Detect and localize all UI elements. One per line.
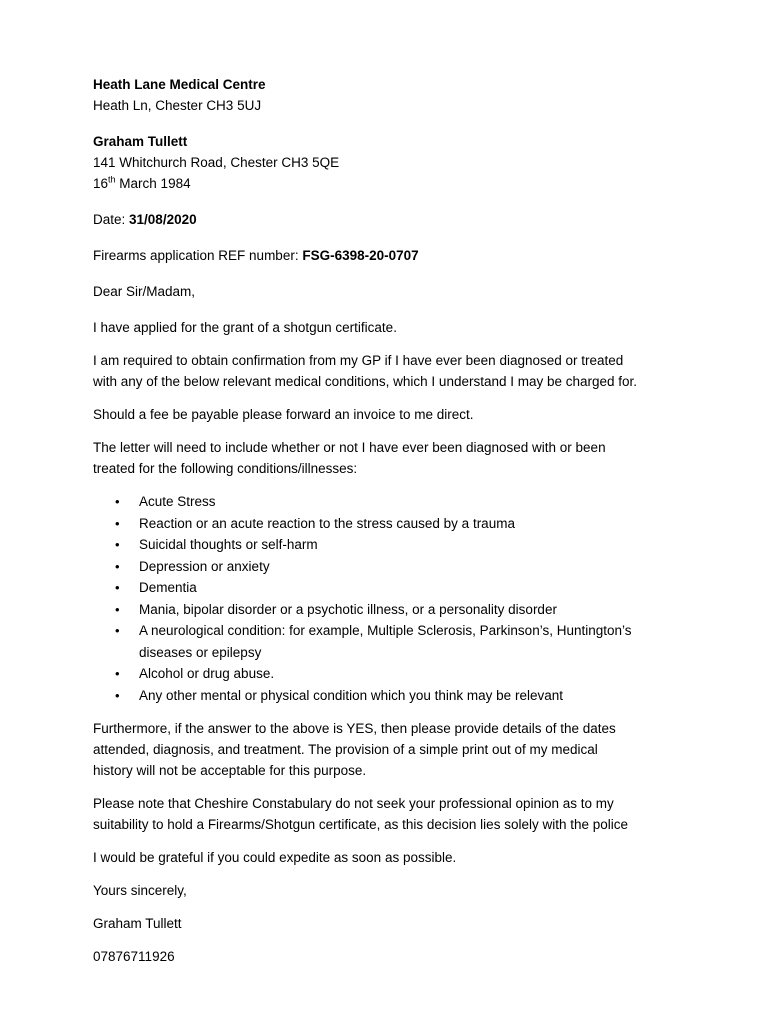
applicant-address: 141 Whitchurch Road, Chester CH3 5QE <box>93 155 340 170</box>
salutation: Dear Sir/Madam, <box>93 284 196 299</box>
paragraph-2-line-2: with any of the below relevant medical conditions, which I understand I may be charged for. <box>93 374 638 389</box>
paragraph-4-line-2: treated for the following conditions/illnesses: <box>93 461 358 476</box>
list-item <box>93 491 713 513</box>
bullet-icon: • <box>115 494 120 509</box>
paragraph-2-line-1: I am required to obtain confirmation from my GP if I have ever been diagnosed or treated <box>93 353 624 368</box>
list-item-text: Acute Stress <box>139 494 216 509</box>
reference-value: FSG-6398-20-0707 <box>302 248 419 263</box>
dob-suffix: th <box>108 174 116 185</box>
list-item-text: Mania, bipolar disorder or a psychotic illness, or a personality disorder <box>139 601 557 617</box>
paragraph-5-line-2: attended, diagnosis, and treatment. The provision of a simple print out of my medical <box>93 742 598 757</box>
paragraph-6 <box>93 793 713 835</box>
paragraph-5 <box>93 718 713 781</box>
list-item-text: Suicidal thoughts or self-harm <box>139 537 318 552</box>
list-item <box>93 577 713 599</box>
dob-rest: March 1984 <box>115 176 191 191</box>
list-item <box>93 599 713 621</box>
list-item-text: Reaction or an acute reaction to the stress caused by a trauma <box>139 515 515 531</box>
paragraph-1: I have applied for the grant of a shotgun certificate. <box>93 320 397 335</box>
practice-block <box>93 74 713 116</box>
applicant-dob <box>93 173 713 194</box>
bullet-icon: • <box>115 558 120 574</box>
list-item-text: Alcohol or drug abuse. <box>139 666 275 681</box>
list-item <box>93 556 713 578</box>
bullet-icon: • <box>115 666 120 681</box>
list-item-text: Dementia <box>139 580 197 595</box>
bullet-icon: • <box>115 623 120 638</box>
paragraph-5-line-1: Furthermore, if the answer to the above is YES, then please provide details of the dates <box>93 721 616 736</box>
paragraph-6-line-1: Please note that Cheshire Constabulary do not seek your professional opinion as to my <box>93 796 614 811</box>
list-item <box>93 685 713 707</box>
list-item <box>93 513 713 535</box>
applicant-name: Graham Tullett <box>93 134 188 149</box>
list-item-text: A neurological condition: for example, Multiple Sclerosis, Parkinson’s, Huntington’s <box>139 623 632 638</box>
date-label: Date: <box>93 212 130 227</box>
bullet-icon: • <box>115 687 120 703</box>
practice-name: Heath Lane Medical Centre <box>93 77 266 92</box>
list-item <box>93 620 713 663</box>
paragraph-3: Should a fee be payable please forward an invoice to me direct. <box>93 407 474 422</box>
list-item <box>93 663 713 685</box>
paragraph-4 <box>93 437 713 479</box>
closing: Yours sincerely, <box>93 883 187 898</box>
list-item <box>93 534 713 556</box>
phone-number: 07876711926 <box>93 949 175 964</box>
bullet-icon: • <box>115 601 120 617</box>
bullet-icon: • <box>115 515 120 531</box>
bullet-icon: • <box>115 537 120 552</box>
list-item-text-continued: diseases or epilepsy <box>139 644 262 660</box>
paragraph-2 <box>93 350 713 392</box>
reference-label: Firearms application REF number: <box>93 248 303 263</box>
date-value: 31/08/2020 <box>129 212 197 227</box>
practice-address: Heath Ln, Chester CH3 5UJ <box>93 98 262 113</box>
paragraph-4-line-1: The letter will need to include whether or not I have ever been diagnosed with or been <box>93 440 606 455</box>
dob-day: 16 <box>93 176 109 191</box>
signature-name: Graham Tullett <box>93 916 182 931</box>
applicant-block <box>93 131 713 194</box>
paragraph-7: I would be grateful if you could expedite as soon as possible. <box>93 850 457 865</box>
paragraph-6-line-2: suitability to hold a Firearms/Shotgun certificate, as this decision lies solely with the police <box>93 817 629 832</box>
bullet-icon: • <box>115 580 120 595</box>
list-item-text: Depression or anxiety <box>139 558 270 574</box>
letter <box>93 74 713 967</box>
conditions-list <box>93 491 713 706</box>
list-item-text: Any other mental or physical condition which you think may be relevant <box>139 687 563 703</box>
paragraph-5-line-3: history will not be acceptable for this purpose. <box>93 763 367 778</box>
date-line <box>93 209 713 230</box>
reference-line <box>93 245 713 266</box>
